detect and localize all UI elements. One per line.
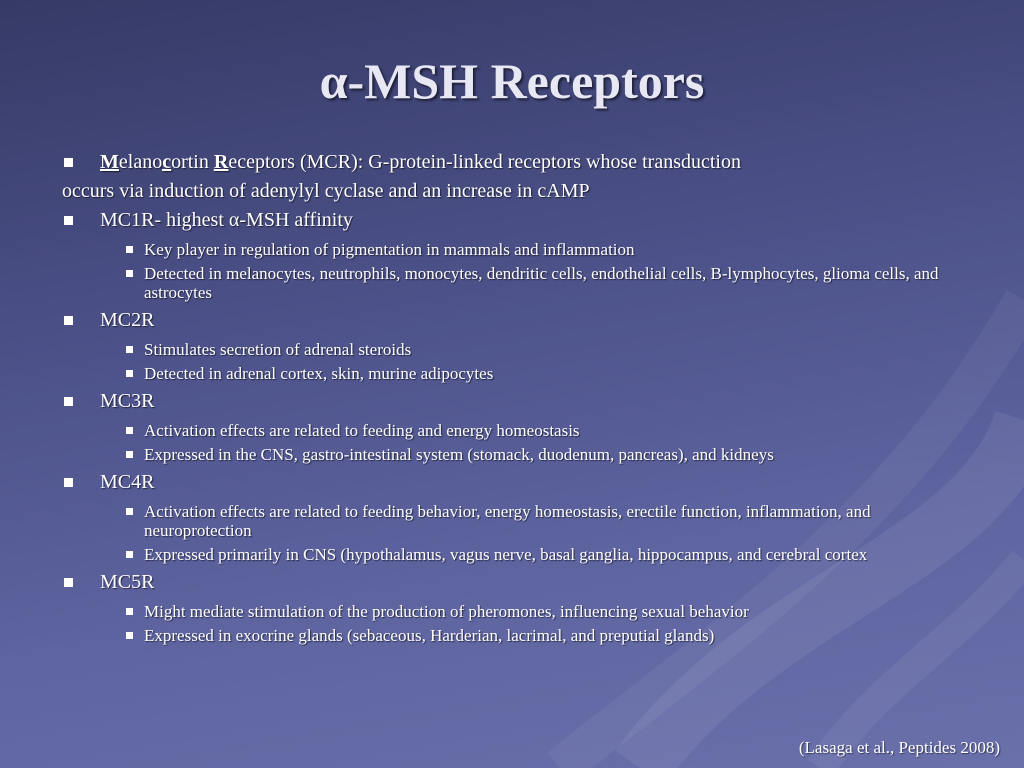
section-sub-bullet [62,445,972,464]
square-bullet-icon [64,216,73,225]
small-square-bullet-icon [126,608,133,615]
small-square-bullet-icon [126,427,133,434]
section-heading-text: MC2R [100,309,155,331]
slide-content [62,148,972,649]
small-square-bullet-icon [126,632,133,639]
section-sub-bullet [62,421,972,440]
intro-text-ortin: ortin [171,151,214,173]
sub-bullet-text: Expressed in the CNS, gastro-intestinal system (stomack, duodenum, pancreas), and kidneys [144,445,774,464]
section-heading-text: MC1R- highest α-MSH affinity [100,209,353,231]
section-sub-bullet [62,364,972,383]
square-bullet-icon [64,158,73,167]
intro-text-elano: elano [118,151,163,173]
sub-bullet-text: Key player in regulation of pigmentation in mammals and inflammation [144,240,635,259]
intro-continuation: occurs via induction of adenylyl cyclase and an increase in cAMP [62,180,590,202]
section-heading-text: MC5R [100,571,155,593]
intro-letter-c: c [162,151,172,173]
intro-bullet [62,148,972,177]
square-bullet-icon [64,316,73,325]
section-sub-bullet [62,264,972,302]
citation: (Lasaga et al., Peptides 2008) [798,738,1000,757]
small-square-bullet-icon [126,551,133,558]
small-square-bullet-icon [126,270,133,277]
sub-bullet-text: Detected in adrenal cortex, skin, murine adipocytes [144,364,494,383]
section-sub-bullet [62,602,972,621]
intro-letter-m: M [100,151,119,173]
square-bullet-icon [64,397,73,406]
section-heading [62,387,972,416]
sub-bullet-text: Detected in melanocytes, neutrophils, monocytes, dendritic cells, endothelial cells, B-lymphocytes, glioma cells, and astrocytes [144,264,939,302]
section-heading [62,568,972,597]
intro-letter-r: R [213,151,229,173]
square-bullet-icon [64,578,73,587]
intro-text-rest: eceptors (MCR): G-protein-linked receptors whose transduction [228,151,741,173]
sub-bullet-text: Stimulates secretion of adrenal steroids [144,340,412,359]
section-sub-bullet [62,545,972,564]
section-heading-text: MC3R [100,390,155,412]
small-square-bullet-icon [126,451,133,458]
sub-bullet-text: Activation effects are related to feeding and energy homeostasis [144,421,580,440]
section-sub-bullet [62,240,972,259]
sub-bullet-text: Activation effects are related to feeding behavior, energy homeostasis, erectile function, inflammation, and neuroprotection [144,502,871,540]
small-square-bullet-icon [126,508,133,515]
section-heading [62,306,972,335]
sub-bullet-text: Expressed in exocrine glands (sebaceous, Harderian, lacrimal, and preputial glands) [144,626,715,645]
section-sub-bullet [62,340,972,359]
section-sub-bullet [62,502,972,540]
section-heading [62,468,972,497]
square-bullet-icon [64,478,73,487]
small-square-bullet-icon [126,246,133,253]
slide-title: α-MSH Receptors [319,53,705,109]
small-square-bullet-icon [126,346,133,353]
section-heading-text: MC4R [100,471,155,493]
sub-bullet-text: Might mediate stimulation of the production of pheromones, influencing sexual behavior [144,602,749,621]
receptor-sections [62,206,972,645]
sub-bullet-text: Expressed primarily in CNS (hypothalamus, vagus nerve, basal ganglia, hippocampus, and cerebral cortex [144,545,868,564]
section-heading [62,206,972,235]
small-square-bullet-icon [126,370,133,377]
section-sub-bullet [62,626,972,645]
